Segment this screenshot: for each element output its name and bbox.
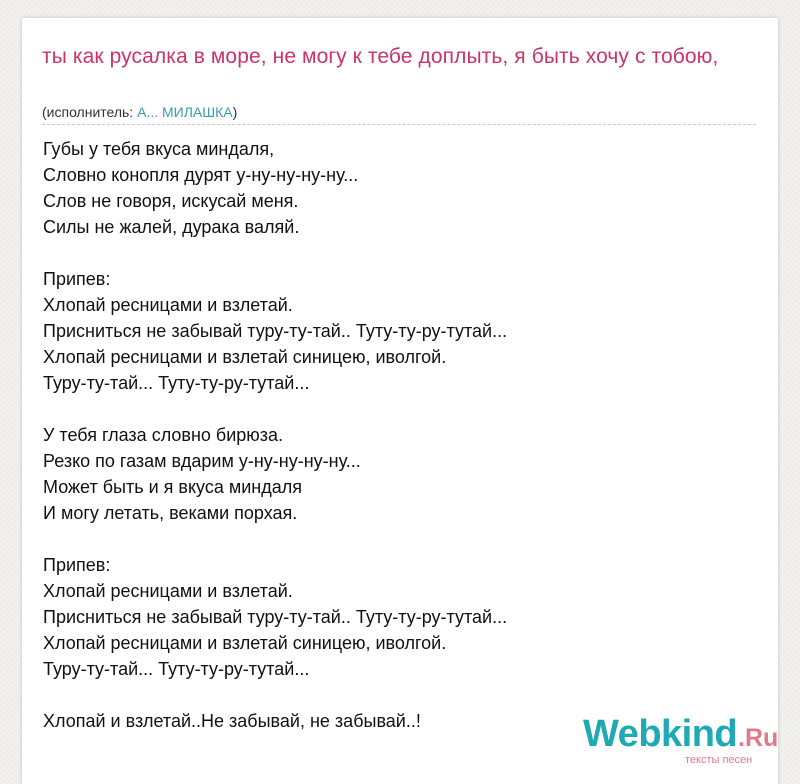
lyrics-line: Присниться не забывай туру-ту-тай.. Туту-ту-ру-тутай... (43, 321, 508, 341)
lyrics-line: Губы у тебя вкуса миндаля, (43, 139, 275, 159)
dashed-divider (42, 124, 756, 125)
song-title: ты как русалка в море, не могу к тебе доплыть, я быть хочу с тобою, (42, 45, 719, 68)
lyrics-line: Словно конопля дурят у-ну-ну-ну-ну... (43, 165, 359, 185)
lyrics-line: Хлопай ресницами и взлетай. (43, 295, 293, 315)
lyrics-line: Припев: (43, 269, 111, 289)
lyrics-blank-line (43, 682, 763, 708)
artist-prefix: (исполнитель: (42, 104, 138, 120)
logo-wordmark: Webkind (583, 713, 738, 755)
lyrics-line: Припев: (43, 555, 111, 575)
lyrics-blank-line (43, 526, 763, 552)
logo-tagline: тексты песен (685, 754, 753, 766)
lyrics-line: И могу летать, веками порхая. (43, 503, 298, 523)
lyrics-line: Резко по газам вдарим у-ну-ну-ну-ну... (43, 451, 361, 471)
lyrics-line: Туру-ту-тай... Туту-ту-ру-тутай... (43, 659, 310, 679)
content-card (22, 18, 778, 784)
lyrics-blank-line (43, 396, 763, 422)
lyrics-line: Силы не жалей, дурака валяй. (43, 217, 300, 237)
lyrics-line: У тебя глаза словно бирюза. (43, 425, 284, 445)
lyrics-line: Хлопай ресницами и взлетай. (43, 581, 293, 601)
lyrics-line: Туру-ту-тай... Туту-ту-ру-тутай... (43, 373, 310, 393)
site-logo[interactable] (583, 712, 783, 772)
lyrics-line: Слов не говоря, искусай меня. (43, 191, 299, 211)
lyrics-line: Хлопай ресницами и взлетай синицею, иволгой. (43, 633, 447, 653)
lyrics-line: Может быть и я вкуса миндаля (43, 477, 302, 497)
lyrics-text (43, 136, 763, 734)
lyrics-line: Хлопай и взлетай..Не забывай, не забывай..! (43, 711, 421, 731)
artist-line (42, 103, 237, 121)
artist-suffix: ) (232, 104, 238, 120)
lyrics-blank-line (43, 240, 763, 266)
artist-link[interactable]: А... МИЛАШКА (137, 104, 233, 120)
lyrics-line: Хлопай ресницами и взлетай синицею, иволгой. (43, 347, 447, 367)
lyrics-line: Присниться не забывай туру-ту-тай.. Туту-ту-ру-тутай... (43, 607, 508, 627)
logo-domain: .Ru (738, 724, 779, 752)
